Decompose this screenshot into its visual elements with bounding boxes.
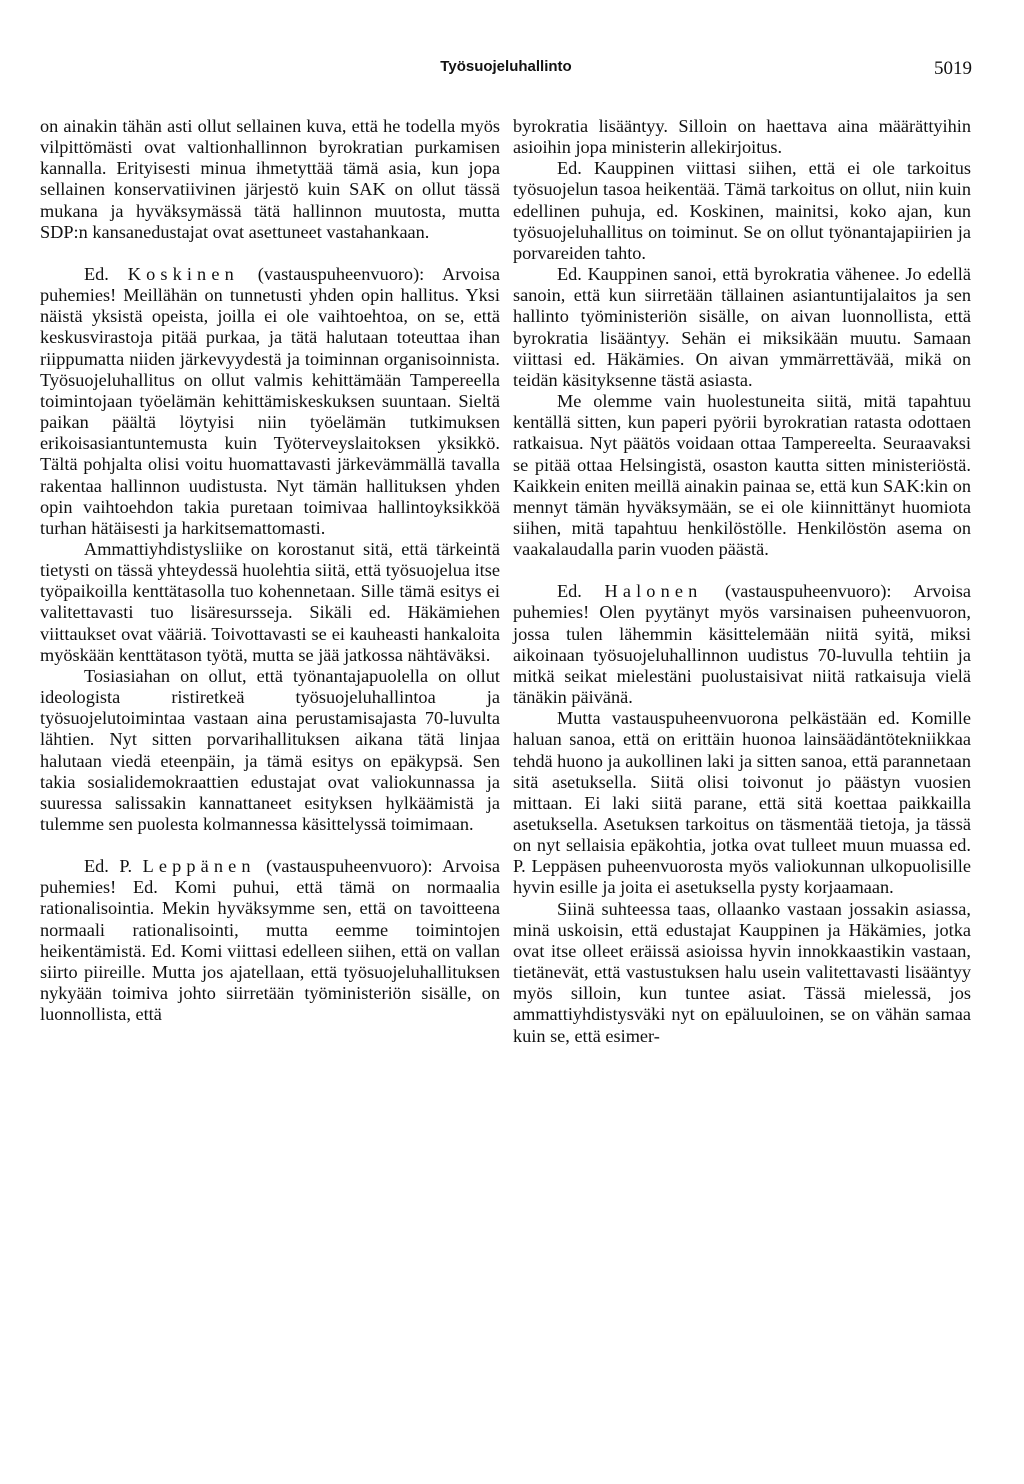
paragraph — [40, 666, 500, 835]
paragraph — [513, 158, 971, 264]
speaker-name: Halonen — [604, 581, 703, 602]
paragraph — [40, 264, 500, 539]
paragraph-text: byrokratia lisääntyy. Silloin on haettava aina määrättyihin asioihin jopa ministerin allekirjoitus. — [513, 116, 971, 158]
paragraph — [513, 391, 971, 560]
paragraph-text: (vastauspuheenvuoro): Arvoisa puhemies! Olen pyytänyt myös varsinaisen puheenvuoron, jossa tulen lähemmin käsittelemään niitä syitä, miksi aikoinaan työsuojeluhallinnon uudistus 70-luvulla tehtiin ja mitkä seikat mielestäni puolustaisivat niitä ratkaisuja vielä tänäkin päivänä. — [513, 581, 972, 708]
paragraph — [40, 539, 500, 666]
paragraph — [513, 581, 971, 708]
paragraph-text: Ed. Kauppinen viittasi siihen, että ei ole tarkoitus työsuojelun tasoa heikentää. Tämä tarkoitus on ollut, niin kuin edellinen puhuja, ed. Koskinen, mainitsi, koko ajan, kun työsuojeluhallitus on toiminut. Se on ollut työnantajapiirien ja porvareiden tahto. — [513, 158, 971, 263]
paragraph — [513, 708, 971, 898]
paragraph-text: (vastauspuheenvuoro): Arvoisa puhemies! Ed. Komi puhui, että tämä on normaalia rationalisointia. Mekin hyväksymme sen, että on tavoitteena normaali rationalisointi, mutta eemme toimintojen heikentämistä. Ed. Komi viittasi edelleen siihen, että on vallan siirto piireille. Mutta jos ajatellaan, että työsuojeluhallituksen nykyään toimiva johto siirretään työministeriön sisälle, on luonnollista, että — [40, 856, 500, 1025]
speaker-name: Koskinen — [127, 263, 239, 284]
paragraph — [513, 899, 971, 1047]
paragraph-text: Me olemme vain huolestuneita siitä, mitä tapahtuu kentällä sitten, kun paperi pyörii byrokratian ratasta odottaen ratkaisua. Nyt päätös voidaan ottaa Tampereelta. Seuraavaksi se pitää ottaa Helsingistä, osaston kautta sitten ministeriöstä. Kaikkein eniten meillä ainakin painaa se, että kun SAK:kin on mennyt tämän hyväksymään, se ei ole kiinnittänyt huomiota siihen, mitä tapahtuu henkilöstölle. Henkilöstön asema on vaakalaudalla parin vuoden päästä. — [513, 391, 971, 560]
paragraph-text: Siinä suhteessa taas, ollaanko vastaan jossakin asiassa, minä uskoisin, että edustajat Kauppinen ja Häkämies, jotka ovat itse olleet eräissä asioissa hyvin innokkaastikin vastaan, tietänevät, että vastustuksen halu usein valitettavasti lisääntyy myös silloin, kun tuntee asiat. Tässä mielessä, jos ammattiyhdistysväki nyt on epäluuloinen, se on vähän samaa kuin se, että esimer- — [513, 898, 971, 1046]
speaker-prefix: Ed. — [557, 581, 605, 602]
paragraph — [513, 116, 971, 158]
paragraph-text: (vastauspuheenvuoro): Arvoisa puhemies! Meillähän on tunnetusti yhden opin hallitus. Yksi näistä yksistä opeista, joilla ei ole vaihtoehtoa, on se, että keskusvirastoja pitää purkaa, ja tätä halutaan toteuttaa ihan riippumatta niiden järkevyydestä ja toiminnan organisoinnista. Työsuojeluhallitus on ollut valmis kehittämään Tampereella toimintojaan työelämän kehittämiskeskuksen suuntaan. Sieltä paikan päältä löytyisi niin työelämän tutkimuksen erikoisasiantuntemusta kuin Työterveyslaitoksen yksikkö. Tältä pohjalta olisi voitu huomattavasti järkevämmällä tavalla rakentaa hallinnon uudistusta. Nyt tämän hallituksen yhden opin vaihtoehdon takia puretaan toimivaa hallintoyksikköä turhan hätäisesti ja harkitsemattomasti. — [40, 263, 500, 538]
paragraph — [513, 264, 971, 391]
speaker-prefix: Ed. P. — [84, 856, 143, 877]
paragraph-text: on ainakin tähän asti ollut sellainen kuva, että he todella myös vilpittömästi ovat valtionhallinnon byrokratian purkamisen kannalla. Erityisesti minua ihmetyttää tämä asia, kun jopa sellainen konservatiivinen järjestö kuin SAK on ollut tässä mukana ja hyväksymässä tätä hallinnon muutosta, mutta SDP:n kansanedustajat ovat asettuneet vastahankaan. — [40, 116, 500, 242]
speaker-prefix: Ed. — [84, 263, 128, 284]
paragraph-text: Ed. Kauppinen sanoi, että byrokratia vähenee. Jo edellä sanoin, että kun siirretään tällainen asiantuntijalaitos ja sen hallinto työministeriön sisälle, on aivan luonnollista, että byrokratia lisääntyy. Sehän ei miksikään muutu. Samaan viittasi ed. Häkämies. On aivan ymmärrettävää, mikä on teidän käsityksenne tästä asiasta. — [513, 264, 971, 390]
left-column — [40, 116, 500, 1025]
paragraph — [40, 856, 500, 1025]
paragraph-text: Tosiasiahan on ollut, että työnantajapuolella on ollut ideologista ristiretkeä työsuojeluhallintoa ja työsuojelutoimintaa vastaan aina perustamisajasta 70-luvulta lähtien. Nyt sitten porvarihallituksen aikana tätä linjaa halutaan viedä eteenpäin, ja tämä esitys on epäkypsä. Sen takia sosialidemokraattien edustajat ovat valiokunnassa ja suuressa salissakin kannattaneet esityksen hylkäämistä ja tulemme sen puolesta kolmannessa käsittelyssä toimimaan. — [40, 665, 500, 834]
paragraph-text: Mutta vastauspuheenvuorona pelkästään ed. Komille haluan sanoa, että on erittäin huonoa lainsäädäntötekniikkaa tehdä huono ja aukollinen laki ja sitten sanoa, että parannetaan sitä asetuksella. Siitä olisi toivonut jo päästyn vuosien mittaan. Ei laki siitä parane, että sitä koettaa paikkailla asetuksella. Asetuksen tarkoitus on täsmentää tietoja, ja tässä on nyt sellaisia epäkohtia, jotka ovat tulleet muun muassa ed. P. Leppäsen puheenvuorosta myös valiokunnan ulkopuolisille hyvin esille ja joita ei asetuksella pysty korjaamaan. — [513, 708, 971, 898]
paragraph-text: Ammattiyhdistysliike on korostanut sitä, että tärkeintä tietysti on tässä yhteydessä huolehtia siitä, että työsuojelua itse työpaikoilla kenttätasolla tuo kohennetaan. Sille tämä esitys ei valitettavasti tuo lisäresursseja. Sikäli ed. Häkämiehen viittaukset ovat vääriä. Toivottavasti se ei kauheasti hankaloita myöskään kenttätason työtä, mutta se jää jatkossa nähtäväksi. — [40, 538, 500, 665]
paragraph — [40, 116, 500, 243]
page-number: 5019 — [934, 58, 972, 79]
running-title: Työsuojeluhallinto — [440, 58, 572, 75]
speaker-name: Leppänen — [142, 856, 256, 877]
page-header — [40, 58, 972, 88]
right-column — [513, 116, 971, 1047]
